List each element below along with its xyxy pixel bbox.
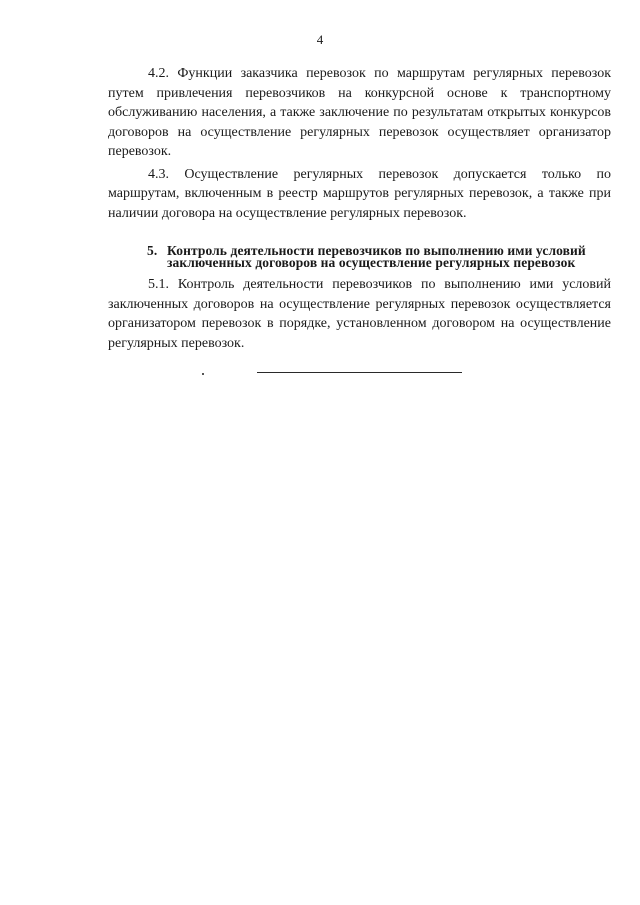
document-body: [108, 64, 611, 353]
section-5-heading: [108, 245, 611, 269]
section-5-number: 5.: [147, 243, 158, 258]
paragraph-4-3: 4.3. Осуществление регулярных перевозок допускается только по маршрутам, включенным в реестр маршрутов регулярных перевозок, а также при наличии договора на осуществление регулярных перевозок.: [108, 166, 611, 221]
end-of-document-rule: [257, 372, 462, 373]
paragraph-5-1: 5.1. Контроль деятельности перевозчиков по выполнению ими условий заключенных договоров на осуществление регулярных перевозок осуществляется организатором перевозок в порядке, установленном договором на осуществление регулярных перевозок.: [108, 277, 611, 351]
paragraph-4-2: 4.2. Функции заказчика перевозок по маршрутам регулярных перевозок путем привлечения перевозчиков на конкурсной основе к транспортному обслуживанию населения, а также заключение по результатам открытых конкурсов договоров на осуществление регулярных перевозок осуществляет организатор перевозок.: [108, 66, 611, 159]
section-5-title: Контроль деятельности перевозчиков по выполнению ими условий заключенных договоров на осуществление регулярных перевозок: [167, 243, 586, 270]
page-number: 4: [316, 32, 324, 47]
stray-mark: [202, 373, 204, 375]
